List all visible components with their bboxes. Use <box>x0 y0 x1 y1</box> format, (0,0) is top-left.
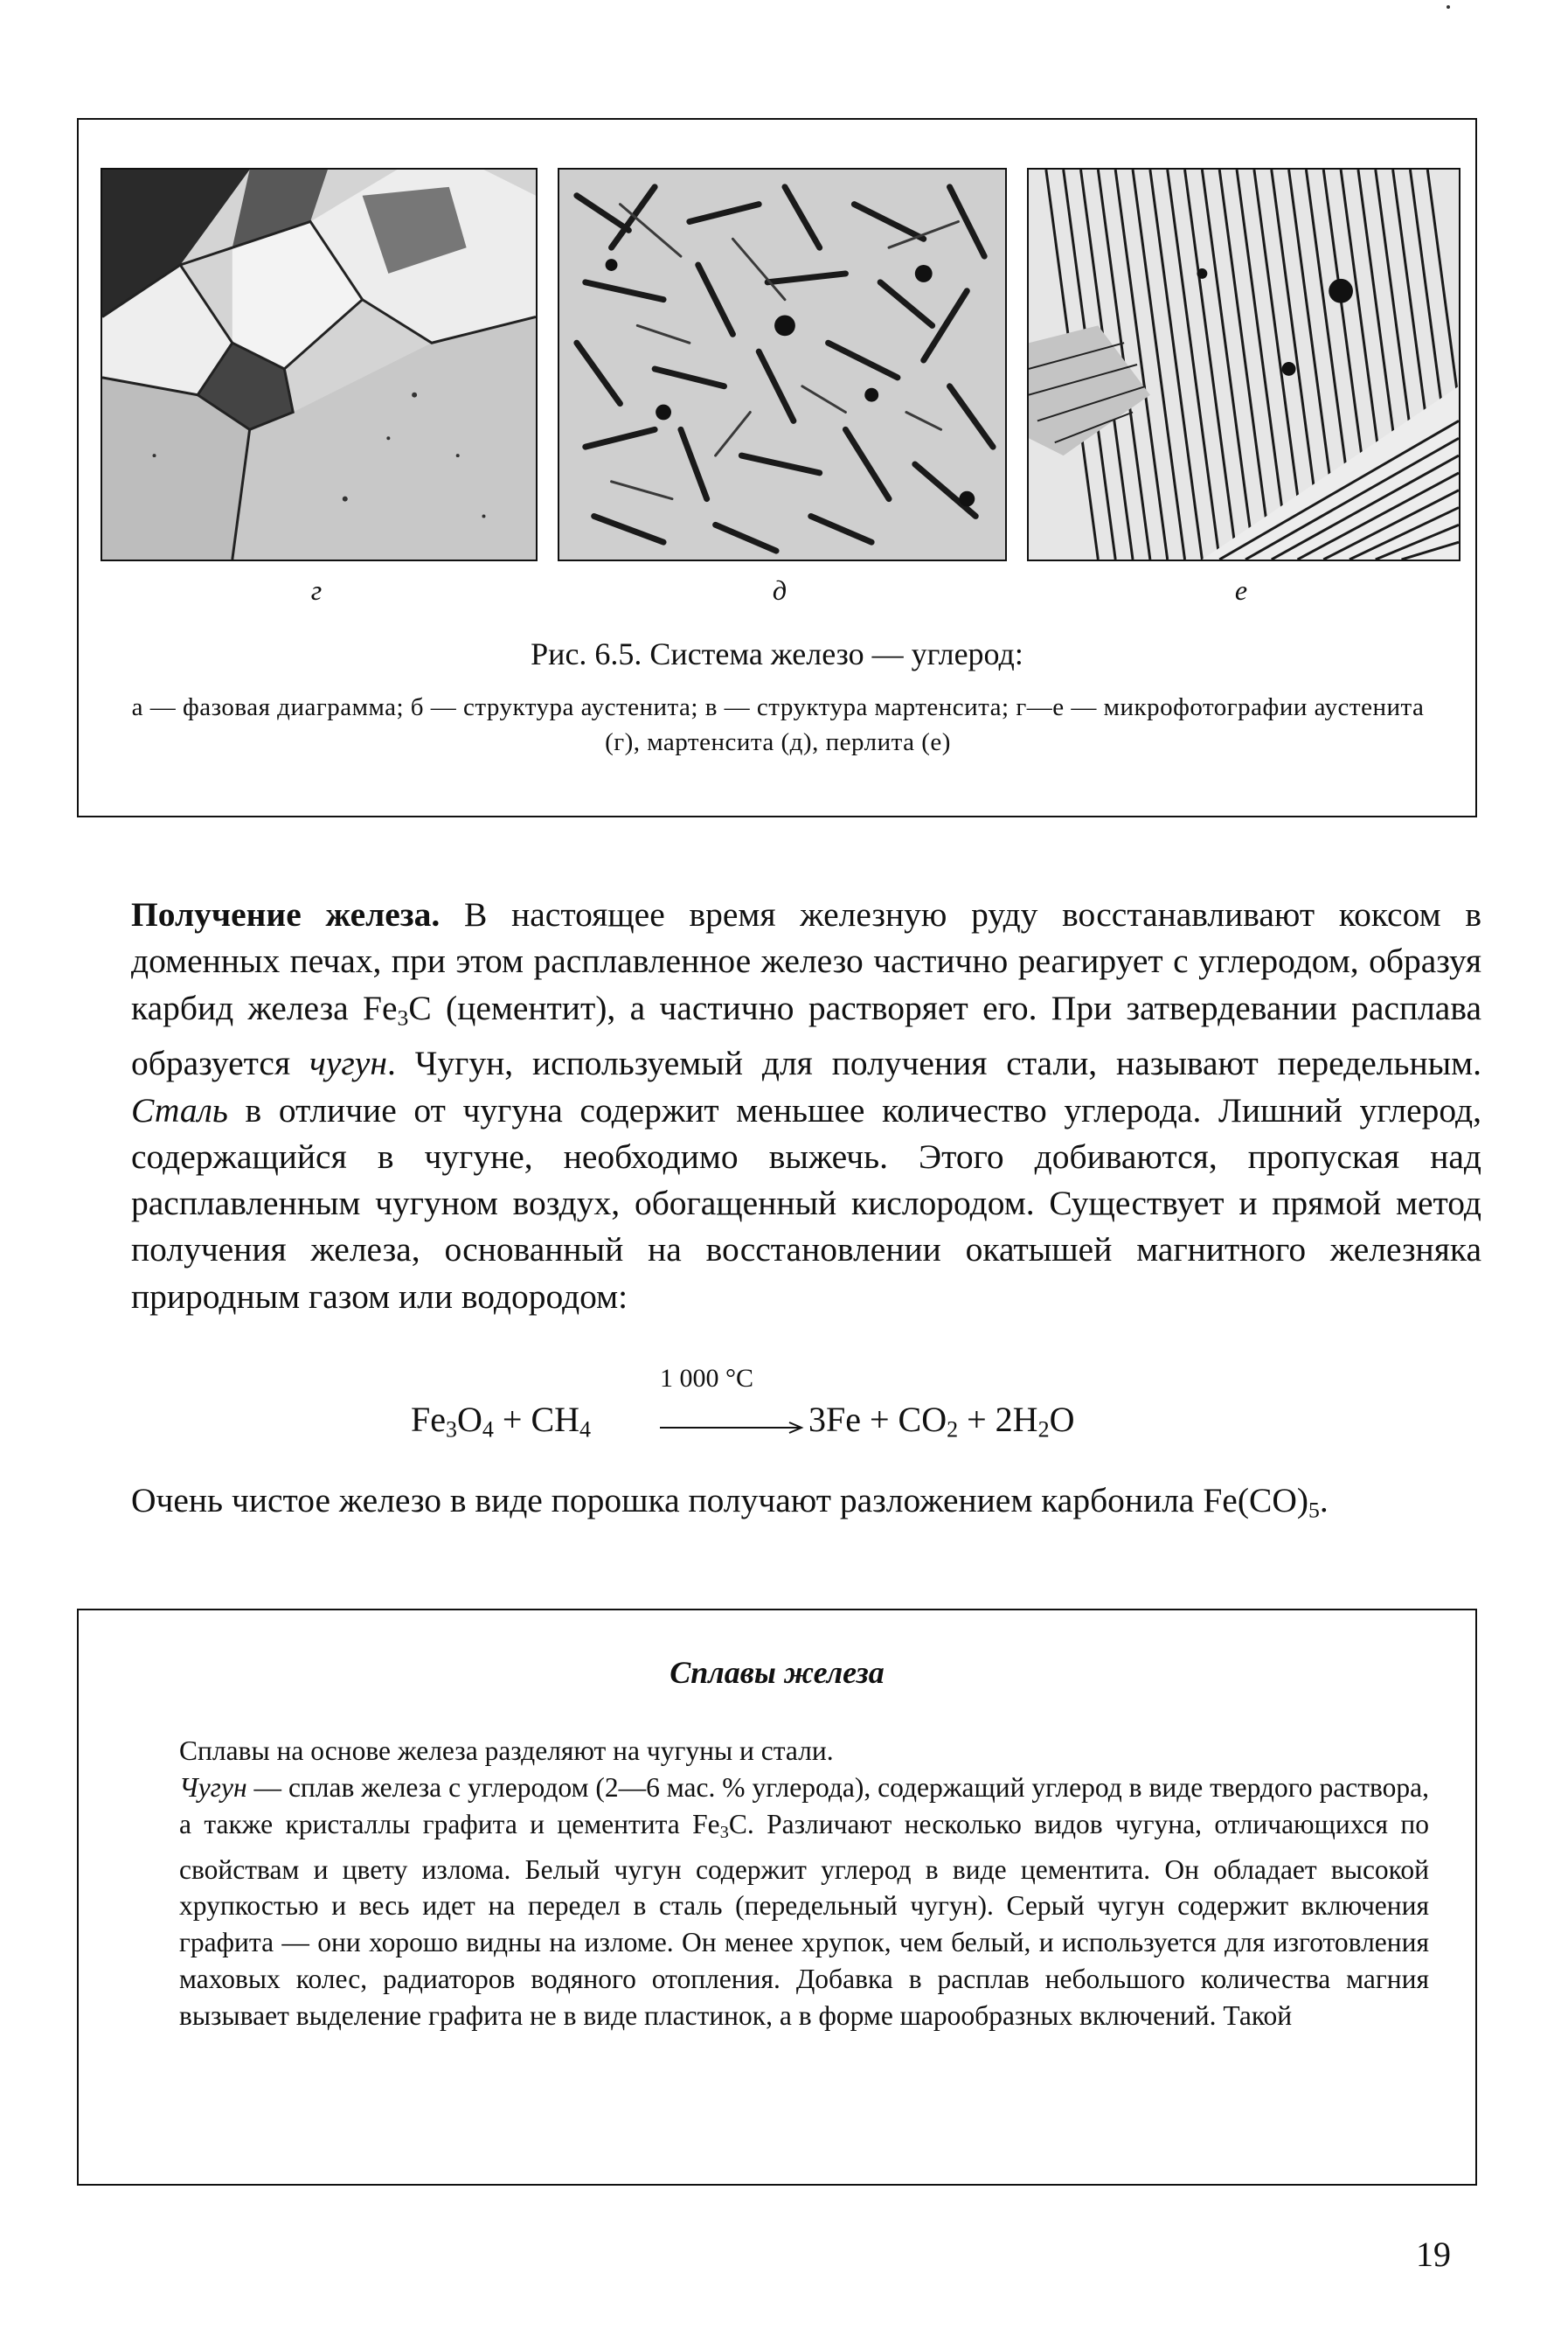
term-cast-iron: чугун <box>309 1044 387 1083</box>
figure-caption-title: Рис. 6.5. Система железо — углерод: <box>531 636 1023 671</box>
scan-speck <box>1447 5 1450 9</box>
pearlite-micrograph <box>1027 168 1460 561</box>
section-lead: Получение железа. <box>131 895 441 934</box>
panel-label-austenite: г <box>310 574 323 606</box>
equation-reactants: $Fe_3O_4 + CH_4$ <box>411 1400 592 1443</box>
equation-condition: 1 000 °C <box>660 1364 754 1393</box>
pure-iron-text: Очень чистое железо в виде порошка получают разложением карбонила Fe(CO) <box>131 1481 1309 1519</box>
pure-iron-paragraph <box>131 1477 1481 1533</box>
main-text-1: В настоящее время железную руду восстанавливают коксом в доменных печах, при этом расплавленное железо частично реагирует с углеродом, образуя карбид железа Fe <box>131 895 1481 1027</box>
main-sub-1: 3 <box>397 1005 409 1030</box>
alloys-para-1: Сплавы на основе железа разделяют на чугуны и стали. <box>179 1735 834 1766</box>
alloys-para-2: Чугун — сплав железа с углеродом (2—6 мас. % углерода), содержащий углерод в виде твердого раствора, а также кристаллы графита и цементита $Fe_3C$. Различают несколько видов чугуна, отличающихся по свойствам и цвету излома. Белый чугун содержит углерод в виде цементита. Он обладает высокой хрупкостью и весь идет на передел в сталь (передельный чугун). Серый чугун содержит включения графита — они хорошо видны на изломе. Он менее хрупок, чем белый, и используется для изготовления маховых колес, радиаторов водяного отопления. Добавка в расплав небольшого количества магния вызывает выделение графита не в виде пластинок, а в форме шарообразных включений. Такой <box>179 1771 1429 2031</box>
iron-alloys-box <box>77 1609 1477 2186</box>
main-text-3: . Чугун, используемый для получения стали, называют передельным. <box>386 1044 1482 1083</box>
main-text-4: в отличие от чугуна содержит меньшее количество углерода. Лишний углерод, содержащийся в чугуне, необходимо выжечь. Этого добиваются, пропуская над расплавленным чугуном воздух, обогащенный кислородом. Существует и прямой метод получения железа, основанный на восстановлении окатышей магнитного железняка природным газом или водородом: <box>131 1090 1481 1316</box>
equation-products: $3Fe + CO_2 + 2H_2O$ <box>808 1400 1075 1443</box>
reduction-equation <box>411 1364 1197 1451</box>
figure-frame <box>77 118 1477 817</box>
panel-label-pearlite: е <box>1234 574 1248 606</box>
pearlite-micrograph-image <box>1029 170 1459 560</box>
figure-caption-text: а — фазовая диаграмма; б — структура аустенита; в — структура мартенсита; г—е — микрофотографии аустенита (г), мартенсита (д), перлита (е) <box>131 693 1425 756</box>
austenite-micrograph-image <box>102 170 536 560</box>
alloys-body <box>179 1733 1429 2034</box>
main-text-2: C (цементит), а частично растворяет его. При затвердевании расплава образуется <box>131 988 1481 1083</box>
panel-label-martensite: д <box>772 574 787 606</box>
pure-iron-sub: 5 <box>1308 1497 1320 1523</box>
iron-production-paragraph <box>131 892 1481 1320</box>
martensite-micrograph-image <box>559 170 1005 560</box>
pure-iron-end: . <box>1319 1481 1329 1519</box>
martensite-micrograph <box>558 168 1007 561</box>
reaction-arrow-icon <box>642 1399 817 1443</box>
term-cast-iron-def: Чугун <box>179 1771 247 1803</box>
term-steel: Сталь <box>131 1090 228 1130</box>
alloys-title: Сплавы железа <box>670 1655 885 1690</box>
page-number: 19 <box>1416 2235 1451 2274</box>
austenite-micrograph <box>101 168 538 561</box>
